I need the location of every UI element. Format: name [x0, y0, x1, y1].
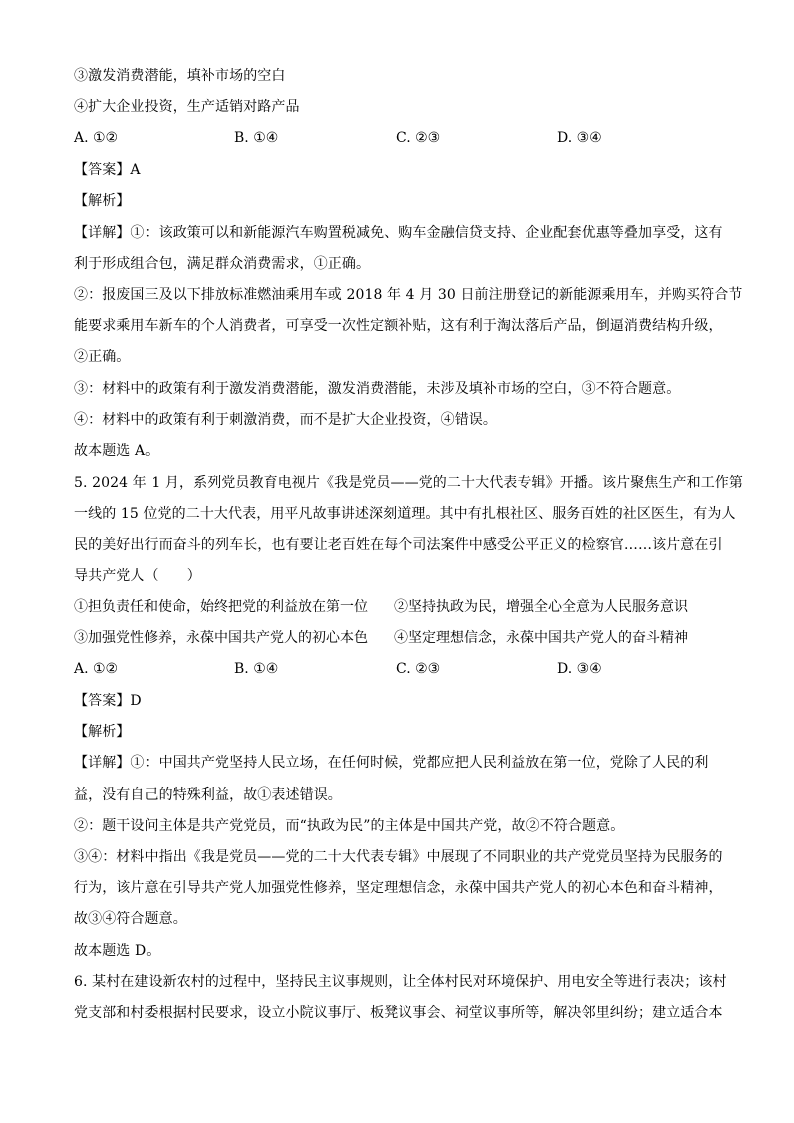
- q5-analysis-title: 【解析】: [74, 724, 131, 740]
- q4-detail-4: ④：材料中的政策有利于刺激消费，而不是扩大企业投资，④错误。: [74, 412, 497, 428]
- q5-stem-2: 一线的 15 位党的二十大代表，用平凡故事讲述深刻道理。其中有扎根社区、服务百姓的社区医生，有为人: [74, 506, 736, 522]
- q4-detail-3: ③：材料中的政策有利于激发消费潜能，激发消费潜能，未涉及填补市场的空白，③不符合题意。: [74, 381, 681, 397]
- q5-option-2: ②坚持执政为民，增强全心全意为人民服务意识: [394, 599, 688, 615]
- q4-choices: [74, 128, 724, 148]
- q6-stem-1: 6. 某村在建设新农村的过程中，坚持民主议事规则，让全体村民对环境保护、用电安全等进行表决；该村: [74, 974, 727, 990]
- q5-detail-3c: 故③④符合题意。: [74, 911, 187, 927]
- q5-choice-c: C. ②③: [396, 661, 441, 677]
- q4-detail-1: 【详解】①：该政策可以和新能源汽车购置税减免、购车金融信贷支持、企业配套优惠等叠加享受，这有: [74, 225, 723, 241]
- q5-options-row-2: [74, 628, 724, 648]
- q5-stem-3: 民的美好出行而奋斗的列车长，也有要让老百姓在每个司法案件中感受公平正义的检察官……该片意在引: [74, 537, 723, 553]
- q4-option-3: ③激发消费潜能，填补市场的空白: [74, 68, 286, 84]
- q5-choice-b: B. ①④: [234, 661, 279, 677]
- q5-option-3: ③加强党性修养，永葆中国共产党人的初心本色: [74, 630, 368, 646]
- q4-choice-b: B. ①④: [234, 130, 279, 146]
- q5-option-4: ④坚定理想信念，永葆中国共产党人的奋斗精神: [394, 630, 688, 646]
- q4-choice-a: A. ①②: [74, 130, 119, 146]
- q4-detail-1b: 利于形成组合包，满足群众消费需求，①正确。: [74, 256, 371, 272]
- q5-stem-4: 导共产党人（ ）: [74, 568, 201, 584]
- q4-analysis-title: 【解析】: [74, 193, 131, 209]
- q6-stem-2: 党支部和村委根据村民要求，设立小院议事厅、板凳议事会、祠堂议事所等，解决邻里纠纷；建立适合本: [74, 1005, 723, 1021]
- q5-detail-1b: 益，没有自己的特殊利益，故①表述错误。: [74, 787, 342, 803]
- q5-choice-a: A. ①②: [74, 661, 119, 677]
- q4-detail-2b: 能要求乘用车新车的个人消费者，可享受一次性定额补贴，这有利于淘汰落后产品，倒逼消费结构升级，: [74, 318, 723, 334]
- q4-choice-c: C. ②③: [396, 130, 441, 146]
- q5-choice-d: D. ③④: [557, 661, 602, 677]
- q5-option-1: ①担负责任和使命，始终把党的利益放在第一位: [74, 599, 368, 615]
- q4-choice-d: D. ③④: [557, 130, 602, 146]
- q5-options-row-1: [74, 597, 724, 617]
- q5-detail-3: ③④：材料中指出《我是党员——党的二十大代表专辑》中展现了不同职业的共产党党员坚持为民服务的: [74, 849, 723, 865]
- q4-option-4: ④扩大企业投资，生产适销对路产品: [74, 99, 300, 115]
- q5-answer: 【答案】D: [74, 693, 142, 709]
- q5-conclusion: 故本题选 D。: [74, 943, 161, 959]
- q4-detail-2: ②：报废国三及以下排放标准燃油乘用车或 2018 年 4 月 30 日前注册登记的新能源乘用车，并购买符合节: [74, 287, 743, 303]
- q5-detail-2: ②：题干设问主体是共产党党员，而“执政为民”的主体是中国共产党，故②不符合题意。: [74, 818, 625, 834]
- q4-conclusion: 故本题选 A。: [74, 443, 160, 459]
- q5-detail-3b: 行为，该片意在引导共产党人加强党性修养，坚定理想信念，永葆中国共产党人的初心本色和奋斗精神，: [74, 880, 723, 896]
- q4-answer: 【答案】A: [74, 162, 141, 178]
- q5-detail-1: 【详解】①：中国共产党坚持人民立场，在任何时候，党都应把人民利益放在第一位，党除了人民的利: [74, 755, 709, 771]
- q4-detail-2c: ②正确。: [74, 349, 131, 365]
- q5-choices: [74, 659, 724, 679]
- q5-stem-1: 5. 2024 年 1 月，系列党员教育电视片《我是党员——党的二十大代表专辑》开播。该片聚焦生产和工作第: [74, 475, 743, 491]
